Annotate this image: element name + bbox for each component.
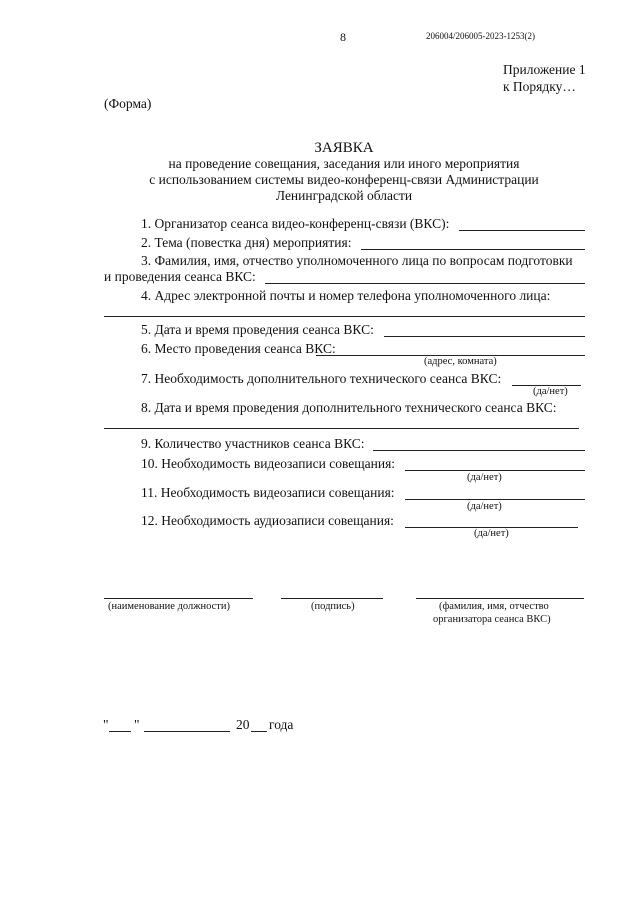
item-9-field[interactable] (373, 450, 585, 451)
fio-caption-1: (фамилия, имя, отчество (439, 601, 549, 612)
item-3-label: 3. Фамилия, имя, отчество уполномоченного лица по вопросам подготовки (141, 253, 573, 268)
page-number: 8 (340, 30, 346, 44)
form-label: (Форма) (104, 96, 152, 111)
item-6-label: 6. Место проведения сеанса ВКС: (141, 341, 336, 356)
item-12-hint: (да/нет) (474, 528, 509, 539)
item-8-field[interactable] (104, 428, 579, 429)
item-9-label: 9. Количество участников сеанса ВКС: (141, 436, 365, 451)
year-suffix: года (269, 717, 294, 732)
item-5-label: 5. Дата и время проведения сеанса ВКС: (141, 322, 374, 337)
item-11-hint: (да/нет) (467, 501, 502, 512)
title-line-2: с использованием системы видео-конференц-связи Администрации (149, 172, 539, 187)
item-7-label: 7. Необходимость дополнительного технического сеанса ВКС: (141, 371, 502, 386)
position-caption: (наименование должности) (108, 601, 231, 612)
appendix-line-1: Приложение 1 (503, 62, 586, 77)
item-4-field[interactable] (104, 316, 585, 317)
fio-field[interactable] (416, 598, 584, 599)
item-10-label: 10. Необходимость видеозаписи совещания: (141, 456, 396, 471)
item-10-hint: (да/нет) (467, 472, 502, 483)
item-10-field[interactable] (405, 470, 585, 471)
item-2-field[interactable] (361, 249, 585, 250)
document-code: 206004/206005-2023-1253(2) (426, 31, 535, 41)
item-12-label: 12. Необходимость аудиозаписи совещания: (141, 513, 394, 528)
item-7-hint: (да/нет) (533, 386, 568, 397)
fio-caption-2: организатора сеанса ВКС) (433, 614, 551, 625)
signature-field[interactable] (281, 598, 383, 599)
date-open-quote: " (103, 717, 109, 732)
item-2-label: 2. Тема (повестка дня) мероприятия: (141, 235, 352, 250)
item-3-field[interactable] (265, 283, 585, 284)
item-3-label-cont: и проведения сеанса ВКС: (104, 269, 256, 284)
year-prefix: 20 (236, 717, 250, 732)
position-field[interactable] (104, 598, 253, 599)
item-11-label: 11. Необходимость видеозаписи совещания: (141, 485, 395, 500)
title-line-3: Ленинградской области (275, 188, 413, 203)
item-8-label: 8. Дата и время проведения дополнительного технического сеанса ВКС: (141, 400, 557, 415)
document-title: ЗАЯВКА (314, 140, 374, 156)
item-1-field[interactable] (459, 230, 585, 231)
item-1-label: 1. Организатор сеанса видео-конференц-связи (ВКС): (141, 216, 450, 231)
appendix-line-2: к Порядку… (503, 79, 576, 94)
item-6-hint: (адрес, комната) (424, 356, 497, 367)
item-11-field[interactable] (405, 499, 585, 500)
date-close-quote: " (134, 717, 140, 732)
item-4-label: 4. Адрес электронной почты и номер телефона уполномоченного лица: (141, 288, 551, 303)
item-5-field[interactable] (384, 336, 585, 337)
month-field[interactable] (144, 731, 230, 732)
signature-caption: (подпись) (311, 601, 355, 612)
year-field[interactable] (251, 731, 267, 732)
day-field[interactable] (109, 731, 131, 732)
title-line-1: на проведение совещания, заседания или иного мероприятия (168, 156, 520, 171)
